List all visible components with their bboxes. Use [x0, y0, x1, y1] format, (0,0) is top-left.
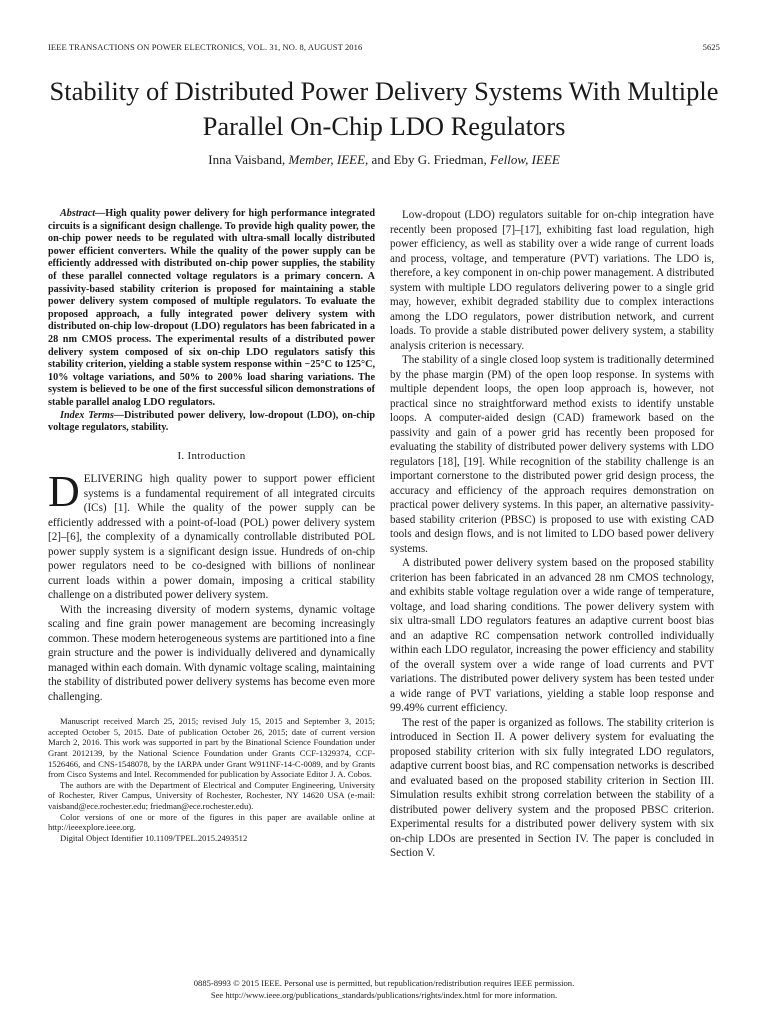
intro-paragraph-1-text: ELIVERING high quality power to support power efficient systems is a fundamental requirement of all integrated circuits (ICs) [1]. While the quality of the power supply can be efficiently addressed with a point-of-load (POL) power delivery system [2]–[6], the complexity of a dynamically controllable distributed POL power supply system is a significant design issue. Hundreds of on-chip power regulators need to be co-designed with billions of nonlinear current loads within a power domain, imposing a critical stability challenge on a distributed power delivery system. — [48, 473, 375, 602]
footnote-manuscript: Manuscript received March 25, 2015; revised July 15, 2015 and September 3, 2015; accepted October 5, 2015. Date of publication October 26, 2015; date of current version March 2, 2016. This work was supported in part by the Binational Science Foundation under Grant 2012139, by the National Science Foundation under Grants CCF-1329374, CCF-1526466, and CNS-1548078, by the IARPA under Grant W911NF-14-C-0089, and by Grants from Cisco Systems and Intel. Recommended for publication by Associate Editor J. A. Cobos. — [48, 716, 375, 780]
index-terms — [48, 410, 375, 435]
copyright-line-2: See http://www.ieee.org/publications_standards/publications/rights/index.html for more information. — [210, 990, 558, 1000]
author-2: and Eby G. Friedman, — [371, 152, 487, 167]
abstract — [48, 208, 375, 410]
footnote-doi: Digital Object Identifier 10.1109/TPEL.2015.2493512 — [60, 832, 248, 843]
footnotes — [48, 716, 375, 843]
intro-paragraph-1 — [48, 467, 375, 603]
abstract-text: High quality power delivery for high performance integrated circuits is a significant design challenge. To provide high quality power, the on-chip power needs to be regulated with ultra-small locally distributed power efficient converters. While the quality of the power supply can be efficiently addressed with distributed on-chip power supplies, the stability of these parallel connected voltage regulators is a primary concern. A passivity-based stability criterion is proposed for maintaining a stable power delivery system composed of multiple regulators. To evaluate the proposed approach, a fully integrated power delivery system with distributed on-chip low-dropout (LDO) regulators has been fabricated in a 28 nm CMOS process. The experimental results of a distributed power delivery system composed of six on-chip LDO regulators satisfy this stability criterion, yielding a stable system response within −25°C to 125°C, 10% voltage variations, and 50% to 200% load sharing variations. The system is believed to be one of the first successful silicon demonstrations of stable parallel analog LDO regulators. — [48, 208, 375, 408]
section-heading-introduction: I. Introduction — [177, 449, 246, 462]
journal-name: IEEE TRANSACTIONS ON POWER ELECTRONICS, VOL. 31, NO. 8, AUGUST 2016 — [48, 42, 363, 52]
body-paragraph-organization: The rest of the paper is organized as follows. The stability criterion is introduced in Section II. A power delivery system for evaluating the proposed stability criterion with six fully integrated LDO regulators, adaptive current boost bias, and RC compensation networks is described and evaluated based on the proposed stability criterion in Section III. Simulation results exhibit strong correlation between the stability of a distributed power delivery system and the proposed PBSC criterion. Experimental results for a distributed power delivery system with six on-chip LDOs are presented in Section IV. The paper is concluded in Section V. — [390, 716, 714, 859]
author-line — [30, 152, 738, 168]
author-1: Inna Vaisband, — [208, 152, 286, 167]
paper-title: Stability of Distributed Power Delivery Systems With Multiple Parallel On-Chip LDO Regulators — [49, 76, 719, 141]
author-2-role: Fellow, IEEE — [489, 152, 560, 167]
index-terms-text: Distributed power delivery, low-dropout (LDO), on-chip voltage regulators, stability. — [48, 409, 375, 434]
footnote-affiliation: The authors are with the Department of Electrical and Computer Engineering, University of Rochester, River Campus, University of Rochester, Rochester, NY 14620 USA (e-mail: vaisband@ece.rochester.edu; friedman@ece.rochester.edu). — [48, 779, 375, 811]
running-header — [48, 42, 720, 52]
intro-paragraph-2: With the increasing diversity of modern systems, dynamic voltage scaling and fine grain power management are becoming increasingly common. These modern heterogeneous systems are partitioned into a fine grain structure and the power is individually delivered and dynamically managed within each domain. With dynamic voltage scaling, maintaining the stability of distributed power delivery systems has become even more challenging. — [48, 603, 375, 703]
page-number: 5625 — [702, 42, 720, 52]
footnote-color: Color versions of one or more of the figures in this paper are available online at http://ieeexplore.ieee.org. — [48, 811, 375, 833]
copyright-notice — [30, 977, 738, 1001]
drop-cap: D — [48, 467, 80, 517]
body-paragraph-stability: The stability of a single closed loop system is traditionally determined by the phase margin (PM) of the open loop response. In systems with multiple dependent loops, the open loop approach is, however, not practical since no straightforward method exists to identify unstable loops. A computer-aided design (CAD) framework based on the passivity and gain of a power grid has recently been proposed for evaluating the stability of distributed power delivery systems with LDO regulators [18], [19]. While recognition of the stability challenge is an important cornerstone to the distributed power grid design process, the accuracy and efficiency of the approach requires demonstration on practical power delivery systems. In this paper, an alternative passivity-based stability criterion (PBSC) is proposed to use with existing CAD tools and design flows, and is not limited to LDO based power delivery systems. — [390, 354, 714, 555]
author-1-role: Member, IEEE, — [288, 152, 369, 167]
body-paragraph-fabrication: A distributed power delivery system based on the proposed stability criterion has been fabricated in an advanced 28 nm CMOS technology, and exhibits stable voltage regulation over a wide range of temperature, voltage, and load sharing conditions. The power delivery system with six ultra-small LDO regulators features an adaptive current boost bias and an adaptive RC compensation network controlled individually within each LDO regulator, increasing the power efficiency and stability of the overall system over a wide range of load currents and PVT variations. The distributed power delivery system has been tested under a wide range of PVT variations, yielding a stable loop response and 99.49% current efficiency. — [390, 557, 714, 714]
left-column — [48, 208, 375, 843]
body-paragraph-ldo: Low-dropout (LDO) regulators suitable for on-chip integration have recently been proposed [7]–[17], exhibiting fast load regulation, high power efficiency, as well as stability over a wide range of current loads and process, voltage, and temperature (PVT) variations. The LDO is, therefore, a key component in on-chip power management. A distributed system with multiple LDO regulators delivering power to a single grid may, however, exhibit degraded stability due to complex interactions among the LDO regulators, power distribution network, and current loads. To provide a stable distributed power delivery system, a stability analysis criterion is necessary. — [390, 209, 714, 352]
right-column — [390, 208, 714, 861]
copyright-line-1: 0885-8993 © 2015 IEEE. Personal use is permitted, but republication/redistribution requires IEEE permission. — [193, 978, 575, 988]
index-terms-label: Index Terms— — [60, 409, 125, 421]
abstract-label: Abstract— — [60, 208, 106, 219]
